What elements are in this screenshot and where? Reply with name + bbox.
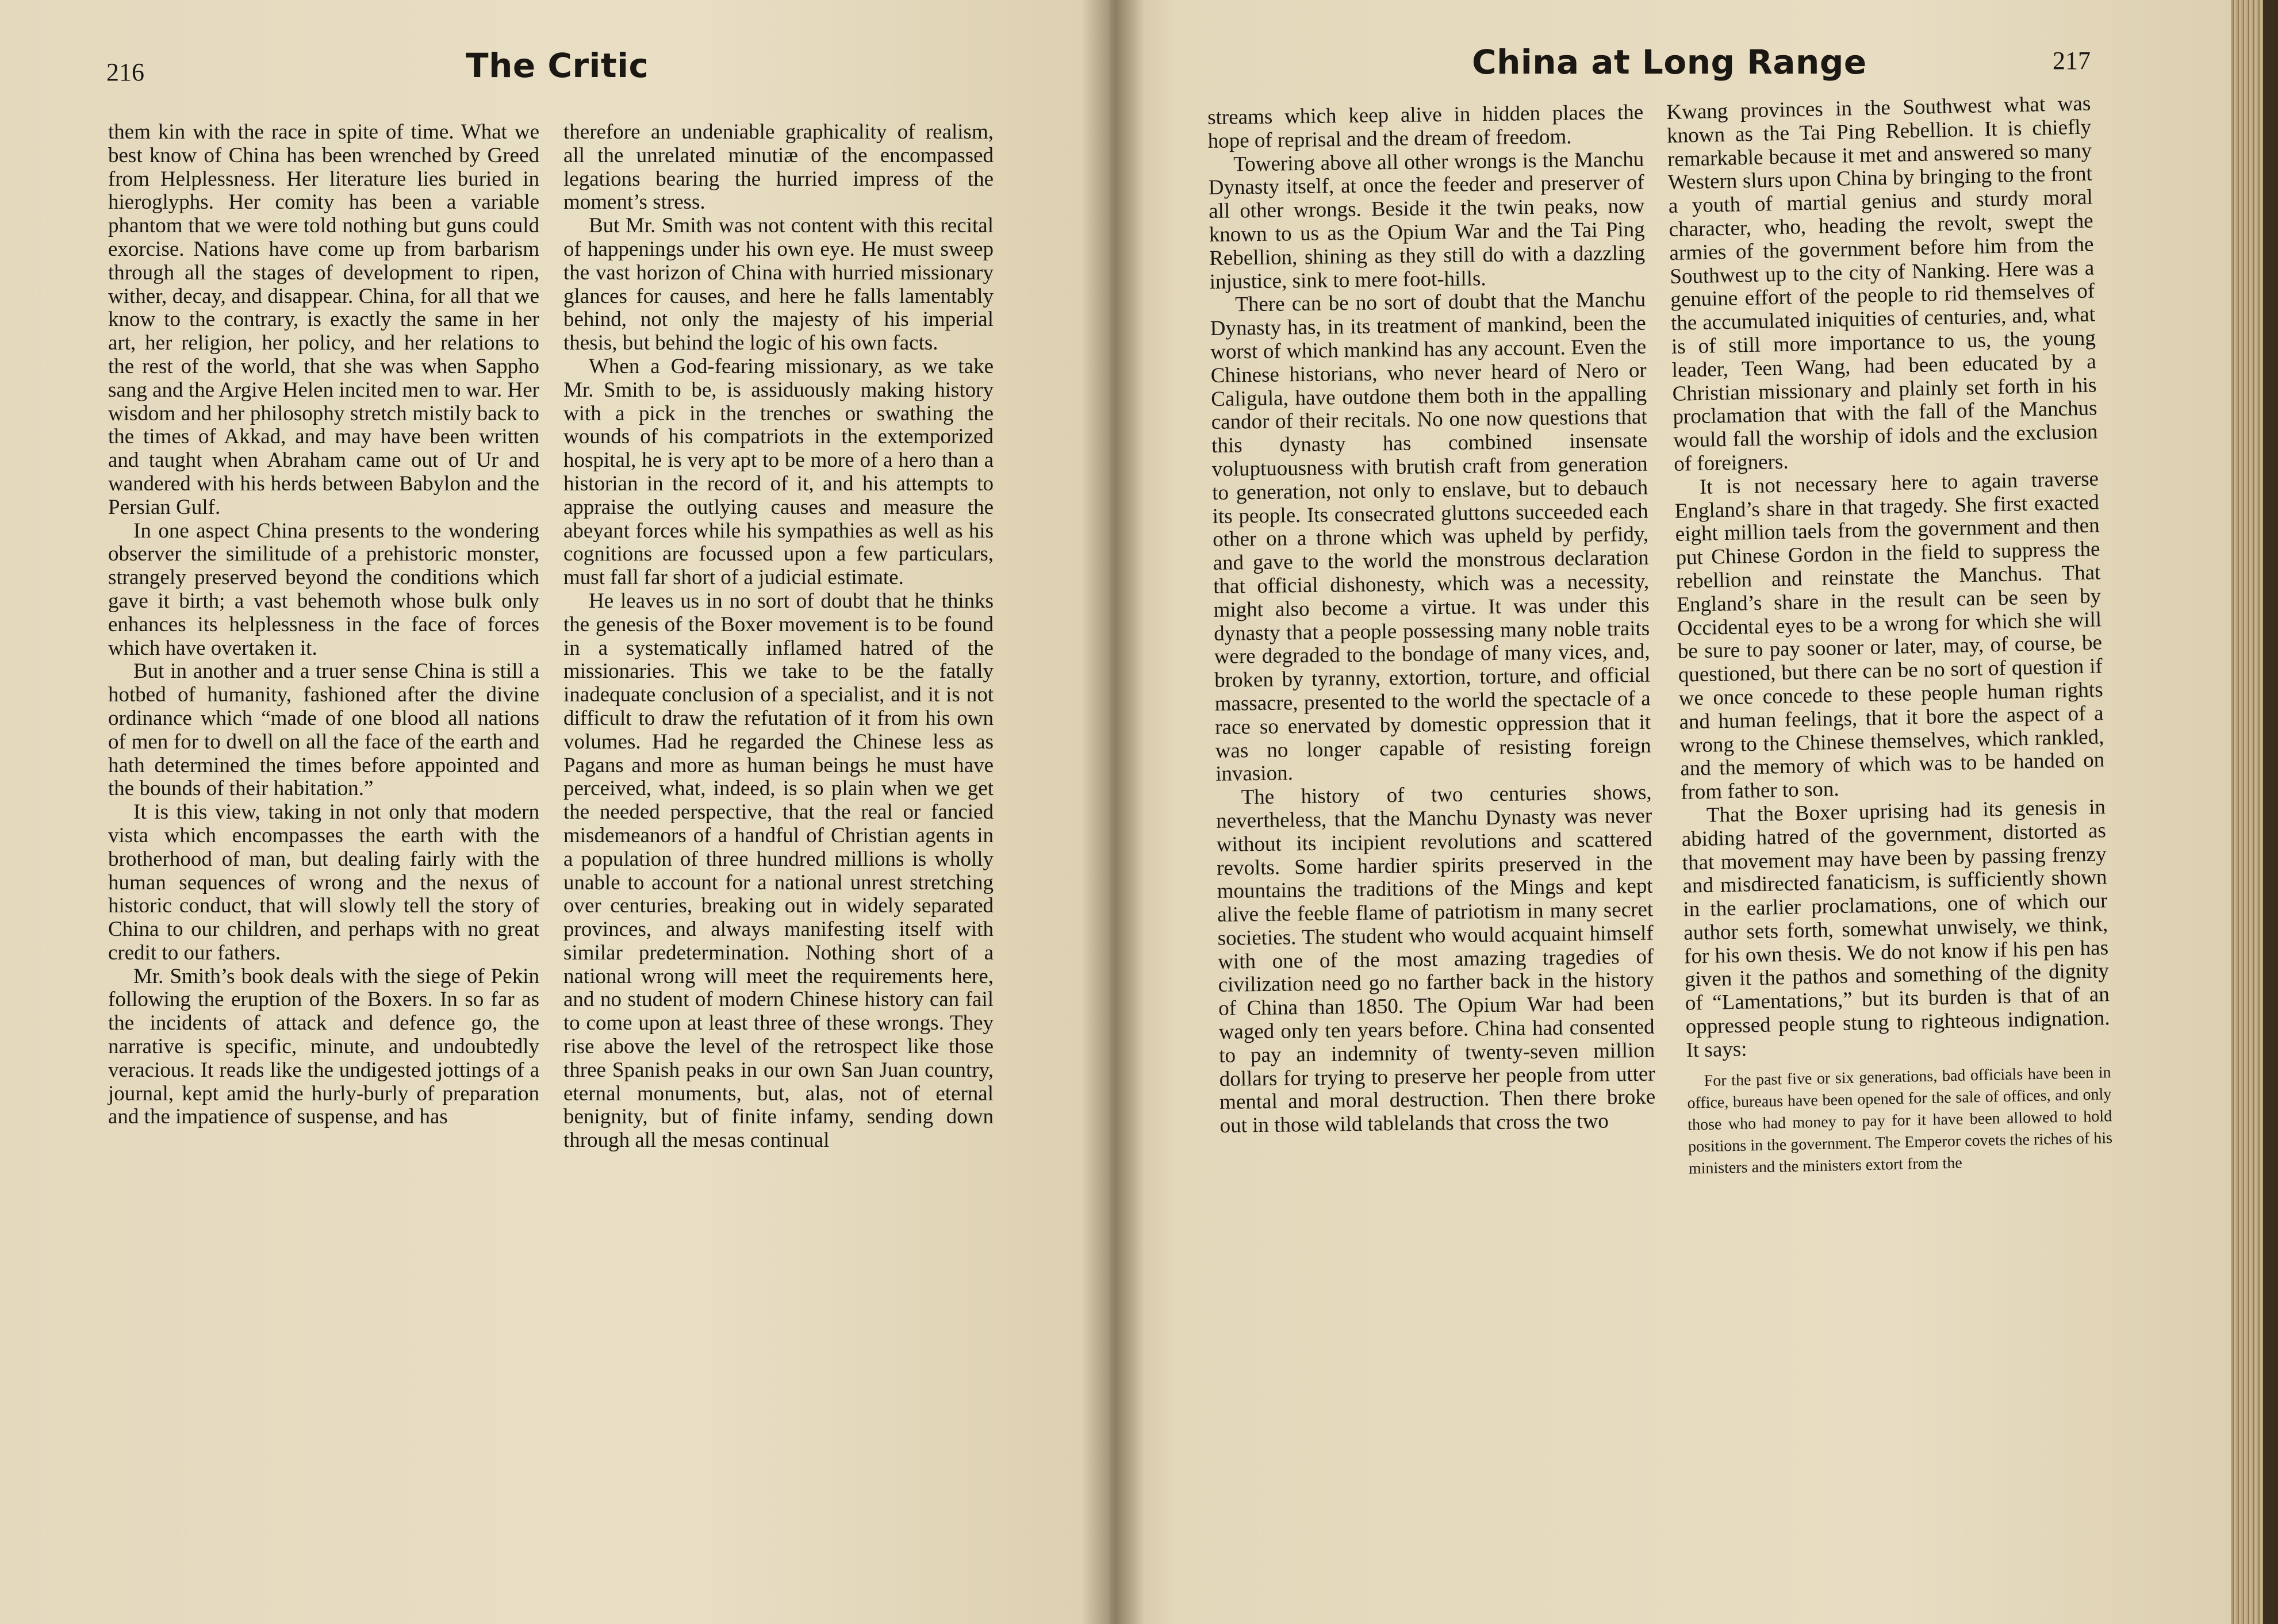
paragraph: In one aspect China presents to the wondering observer the similitude of a prehistoric monster, strangely preserved beyond the conditions which gave it birth; a vast behemoth whose bulk only enhances its helplessness in the face of forces which have overtaken it. (108, 519, 539, 660)
paragraph: That the Boxer uprising had its genesis in abiding hatred of the government, distorted as that movement may have been by passing frenzy and misdirected fanaticism, is sufficiently shown in the earlier proclamations, one of which our author sets forth, somewhat unwisely, we think, for his own thesis. We do not know if his pen has given it the pathos and something of the dignity of “Lamentations,” but its burden is that of an oppressed people stung to righteous indignation. It says: (1681, 795, 2110, 1062)
block-quote: For the past five or six generations, bad officials have been in office, bureaus have been opened for the sale of offices, and only those who had money to pay for it have been allowed to hold positions in the government. The Emperor covets the riches of his ministers and the ministers extort from the (1687, 1063, 2113, 1178)
paragraph: There can be no sort of doubt that the Manchu Dynasty has, in its treatment of mankind, been the worst of which mankind has any account. Even the Chinese historians, who never heard of Nero or Caligula, have outdone them both in the appalling candor of their recitals. No one now questions that this dynasty has combined insensate voluptuousness with brutish craft from generation to generation, not only to enslave, but to debauch its people. Its consecrated gluttons succeeded each other on a throne which was upheld by perfidy, and gave to the world the monstrous declaration that official dishonesty, which was a necessity, might also become a virtue. It was under this dynasty that a people possessing many noble traits were degraded to the bondage of many vices, and, broken by tyranny, extortion, torture, and official massacre, presented to the world the spectacle of a race so enervated by domestic oppression that it was no longer capable of resisting foreign invasion. (1210, 288, 1651, 786)
paragraph: them kin with the race in spite of time. What we best know of China has been wrenched by Greed from Helplessness. Her literature lies buried in hieroglyphs. Her comity has been a variable phantom that we were told nothing but guns could exorcise. Nations have come up from barbarism through all the stages of development to ripen, wither, decay, and disappear. China, for all that we know to the contrary, is exactly the same in her art, her religion, her policy, and her relations to the rest of the world, that she was when Sappho sang and the Argive Helen incited men to war. Her wisdom and her philosophy stretch mistily back to the times of Akkad, and may have been written and taught when Abraham came out of Ur and wandered with his herds between Babylon and the Persian Gulf. (108, 120, 539, 519)
running-head: The Critic (466, 46, 649, 85)
paragraph: But in another and a truer sense China is still a hotbed of humanity, fashioned after the divine ordinance which “made of one blood all nations of men for to dwell on all the face of the earth and hath determined the times before appointed and the bounds of their habitation.” (108, 659, 539, 801)
paragraph: Towering above all other wrongs is the Manchu Dynasty itself, at once the feeder and preserver of all other wrongs. Beside it the twin peaks, now known to us as the Opium War and the Tai Ping Rebellion, shining as they still do with a dazzling injustice, sink to mere foot-hills. (1208, 147, 1646, 294)
paragraph: therefore an undeniable graphicality of realism, all the unrelated minutiæ of the encompassed legations bearing the hurried impress of the moment’s stress. (563, 120, 994, 214)
text-column-2 (563, 121, 994, 1153)
text-column-2 (1666, 93, 2113, 1180)
book-gutter (1081, 0, 1144, 1624)
page-number: 217 (2053, 47, 2091, 75)
left-page (0, 0, 1110, 1624)
running-head: China at Long Range (1472, 43, 1867, 82)
paragraph: When a God-fearing missionary, as we take Mr. Smith to be, is assiduously making history with a pick in the trenches or swathing the wounds of his compatriots in the extemporized hospital, he is very apt to be more of a hero than a historian in the record of it, and his attempts to appraise the outlying causes and measure the abeyant forces while his sympathies as well as his cognitions are focussed upon a few particulars, must fall far short of a judicial estimate. (563, 354, 994, 590)
text-column-1 (1207, 101, 1656, 1138)
paragraph: The history of two centuries shows, nevertheless, that the Manchu Dynasty was never without its incipient revolutions and scattered revolts. Some hardier spirits preserved in the mountains the traditions of the Mings and kept alive the feeble flame of patriotism in many secret societies. The student who would acquaint himself with one of the most amazing tragedies of civilization need go no farther back in the history of China than 1850. The Opium War had been waged only ten years before. China had consented to pay an indemnity of twenty-seven million dollars for trying to preserve her people from utter mental and moral destruction. Then there broke out in those wild tablelands that cross the two (1215, 780, 1656, 1138)
paragraph: Kwang provinces in the Southwest what was known as the Tai Ping Rebellion. It is chiefly remarkable because it met and answered so many Western slurs upon China by bringing to the front a youth of martial genius and sturdy moral character, who, heading the revolt, swept the armies of the government before him from the Southwest up to the city of Nanking. Here was a genuine effort of the people to rid themselves of the accumulated iniquities of centuries, and, what is of still more importance to us, the young leader, Teen Wang, had been educated by a Christian missionary and plainly set forth in his proclamation that with the fall of the Manchus would fall the worship of idols and the exclusion of foreigners. (1666, 91, 2098, 476)
right-page (1110, 0, 2231, 1624)
paragraph: He leaves us in no sort of doubt that he thinks the genesis of the Boxer movement is to be found in a systematically inflamed hatred of the missionaries. This we take to be the fatally inadequate conclusion of a specialist, and it is not difficult to draw the refutation of it from his own volumes. Had he regarded the Chinese less as Pagans and more as human beings he must have perceived, what, indeed, is so plain when we get the needed perspective, that the real or fancied misdemeanors of a handful of Christian agents in a population of three hundred millions is wholly unable to account for a national unrest stretching over centuries, breaking out in widely separated provinces, and always manifesting itself with similar predetermination. Nothing short of a national wrong will meet the requirements here, and no student of modern Chinese history can fail to come upon at least three of these wrongs. They rise above the level of the retrospect like those three Spanish peaks in our own San Juan country, eternal monuments, but, alas, not of eternal benignity, but of finite infamy, sending down through all the mesas continual (563, 589, 994, 1153)
page-number: 216 (106, 58, 144, 86)
paragraph: Mr. Smith’s book deals with the siege of Pekin following the eruption of the Boxers. In so far as the incidents of attack and defence go, the narrative is specific, minute, and undoubtedly veracious. It reads like the undigested jottings of a journal, kept amid the hurly-burly of preparation and the impatience of suspense, and has (108, 964, 539, 1129)
paragraph: It is not necessary here to again traverse England’s share in that tragedy. She first exacted eight million taels from the government and then put Chinese Gordon in the field to suppress the rebellion and reinstate the Manchus. That England’s share in the result can be seen by Occidental eyes to be a wrong for which she will be sure to pay sooner or later, may, of course, be questioned, but there can be no sort of question if we once concede to these people human rights and human feelings, that it bore the aspect of a wrong to the Chinese themselves, which rankled, and the memory of which was to be handed on from father to son. (1674, 467, 2105, 804)
book-cover-edge (2263, 0, 2278, 1624)
paragraph: It is this view, taking in not only that modern vista which encompasses the earth with the brotherhood of man, but dealing fairly with the human sequences of wrong and the nexus of historic conduct, that will slowly tell the story of China to our children, and perhaps with no great credit to our fathers. (108, 800, 539, 965)
paragraph: streams which keep alive in hidden places the hope of reprisal and the dream of freedom. (1207, 100, 1644, 153)
paragraph: But Mr. Smith was not content with this recital of happenings under his own eye. He must sweep the vast horizon of China with hurried missionary glances for causes, and here he falls lamentably behind, not only the majesty of his imperial thesis, but behind the logic of his own facts. (563, 214, 994, 355)
text-column-1 (108, 121, 539, 1129)
